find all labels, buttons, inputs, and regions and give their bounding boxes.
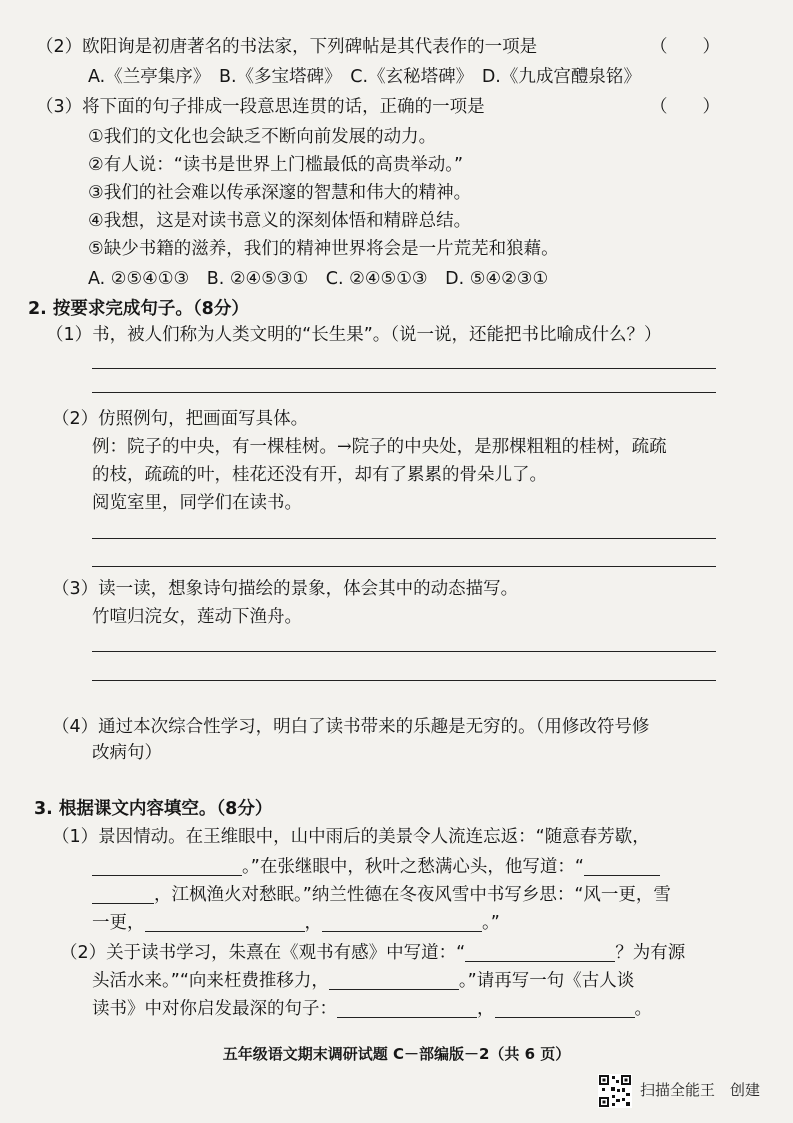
q1-3-sentence-2: ②有人说：“读书是世界上门槛最低的高贵举动。”	[88, 155, 464, 175]
q2-2-answer-line-2[interactable]	[92, 566, 716, 567]
q3-2-line-3	[92, 996, 652, 1022]
q1-3-sentence-1: ①我们的文化也会缺乏不断向前发展的动力。	[88, 127, 437, 147]
q2-2-answer-line-1[interactable]	[92, 538, 716, 539]
q3-2-blank-4[interactable]	[495, 999, 635, 1018]
q1-3-answer-paren[interactable]: （ ）	[650, 97, 720, 117]
q1-2-stem: （2）欧阳询是初唐著名的书法家，下列碑帖是其代表作的一项是	[36, 37, 538, 57]
q3-1-blank-3[interactable]	[145, 913, 305, 932]
q3-1-line-4	[92, 910, 500, 936]
q3-2-line-2	[92, 968, 634, 994]
q3-2-line-2-after: 。”请再写一句《古人谈	[458, 971, 635, 991]
q1-2-options: A.《兰亭集序》 B.《多宝塔碑》 C.《玄秘塔碑》 D.《九成宫醴泉铭》	[88, 67, 641, 87]
q2-3-answer-line-1[interactable]	[92, 651, 716, 652]
qr-code-icon	[598, 1074, 632, 1108]
q3-1-blank-2b[interactable]	[92, 885, 154, 904]
q3-1-blank-2a[interactable]	[584, 857, 660, 876]
q2-1-answer-line-2[interactable]	[92, 392, 716, 393]
q2-4-line-1: （4）通过本次综合性学习，明白了读书带来的乐趣是无穷的。（用修改符号修	[52, 717, 650, 737]
q1-3-sentence-5: ⑤缺少书籍的滋养，我们的精神世界将会是一片荒芜和狼藉。	[88, 239, 559, 259]
q3-1-line-3-text: ，江枫渔火对愁眠。”纳兰性德在冬夜风雪中书写乡思：“风一更，雪	[154, 885, 671, 905]
q3-2-line-3-end: 。	[634, 999, 652, 1019]
q3-1-line-2	[92, 854, 660, 880]
q1-3-sentence-3: ③我们的社会难以传承深邃的智慧和伟大的精神。	[88, 183, 472, 203]
q3-1-blank-1[interactable]	[92, 857, 242, 876]
q1-2-answer-paren[interactable]: （ ）	[650, 37, 720, 57]
q3-2-blank-1[interactable]	[465, 943, 615, 962]
q3-2-line-1	[60, 940, 685, 966]
q2-1-stem: （1）书，被人们称为人类文明的“长生果”。（说一说，还能把书比喻成什么？）	[46, 325, 662, 345]
q3-1-blank-4[interactable]	[322, 913, 482, 932]
q3-1-line-4-end: 。”	[482, 913, 500, 933]
q2-2-example-line-1: 例：院子的中央，有一棵桂树。→院子的中央处，是那棵粗粗的桂树，疏疏	[92, 437, 667, 457]
q3-2-line-3-comma: ，	[477, 999, 495, 1019]
q3-1-line-1: （1）景因情动。在王维眼中，山中雨后的美景令人流连忘返：“随意春芳歇，	[52, 827, 650, 847]
q2-3-answer-line-2[interactable]	[92, 680, 716, 681]
q3-2-line-1-text: （2）关于读书学习，朱熹在《观书有感》中写道：“	[60, 943, 466, 963]
q3-2-line-2-text: 头活水来。”“向来枉费推移力，	[92, 971, 329, 991]
q2-1-answer-line-1[interactable]	[92, 368, 716, 369]
q2-4-line-2: 改病句）	[92, 743, 162, 763]
q3-2-blank-3[interactable]	[337, 999, 477, 1018]
q2-2-stem: （2）仿照例句，把画面写具体。	[52, 409, 309, 429]
q3-2-line-1-after: ？为有源	[615, 943, 686, 963]
q1-3-options: A. ②⑤④①③ B. ②④⑤③① C. ②④⑤①③ D. ⑤④②③①	[88, 269, 549, 289]
q3-2-line-3-text: 读书》中对你启发最深的句子：	[92, 999, 337, 1019]
q3-1-line-4-start: 一更，	[92, 913, 145, 933]
q2-2-example-line-2: 的枝，疏疏的叶，桂花还没有开，却有了累累的骨朵儿了。	[92, 465, 547, 485]
q2-3-poem: 竹喧归浣女，莲动下渔舟。	[92, 607, 302, 627]
scanner-watermark: 扫描全能王 创建	[640, 1081, 761, 1099]
q3-1-line-4-comma: ，	[304, 913, 322, 933]
q2-2-prompt: 阅览室里，同学们在读书。	[92, 493, 302, 513]
q3-2-blank-2[interactable]	[329, 971, 459, 990]
q2-3-stem: （3）读一读，想象诗句描绘的景象，体会其中的动态描写。	[52, 579, 519, 599]
q3-1-line-3	[92, 882, 671, 908]
q2-title: 2. 按要求完成句子。（8分）	[28, 299, 249, 319]
q3-1-line-2-text: 。”在张继眼中，秋叶之愁满心头，他写道：“	[242, 857, 584, 877]
q1-3-stem: （3）将下面的句子排成一段意思连贯的话，正确的一项是	[36, 97, 485, 117]
page-footer: 五年级语文期末调研试题 C－部编版－2（共 6 页）	[222, 1045, 571, 1063]
q3-title: 3. 根据课文内容填空。（8分）	[34, 799, 273, 819]
q1-3-sentence-4: ④我想，这是对读书意义的深刻体悟和精辟总结。	[88, 211, 472, 231]
